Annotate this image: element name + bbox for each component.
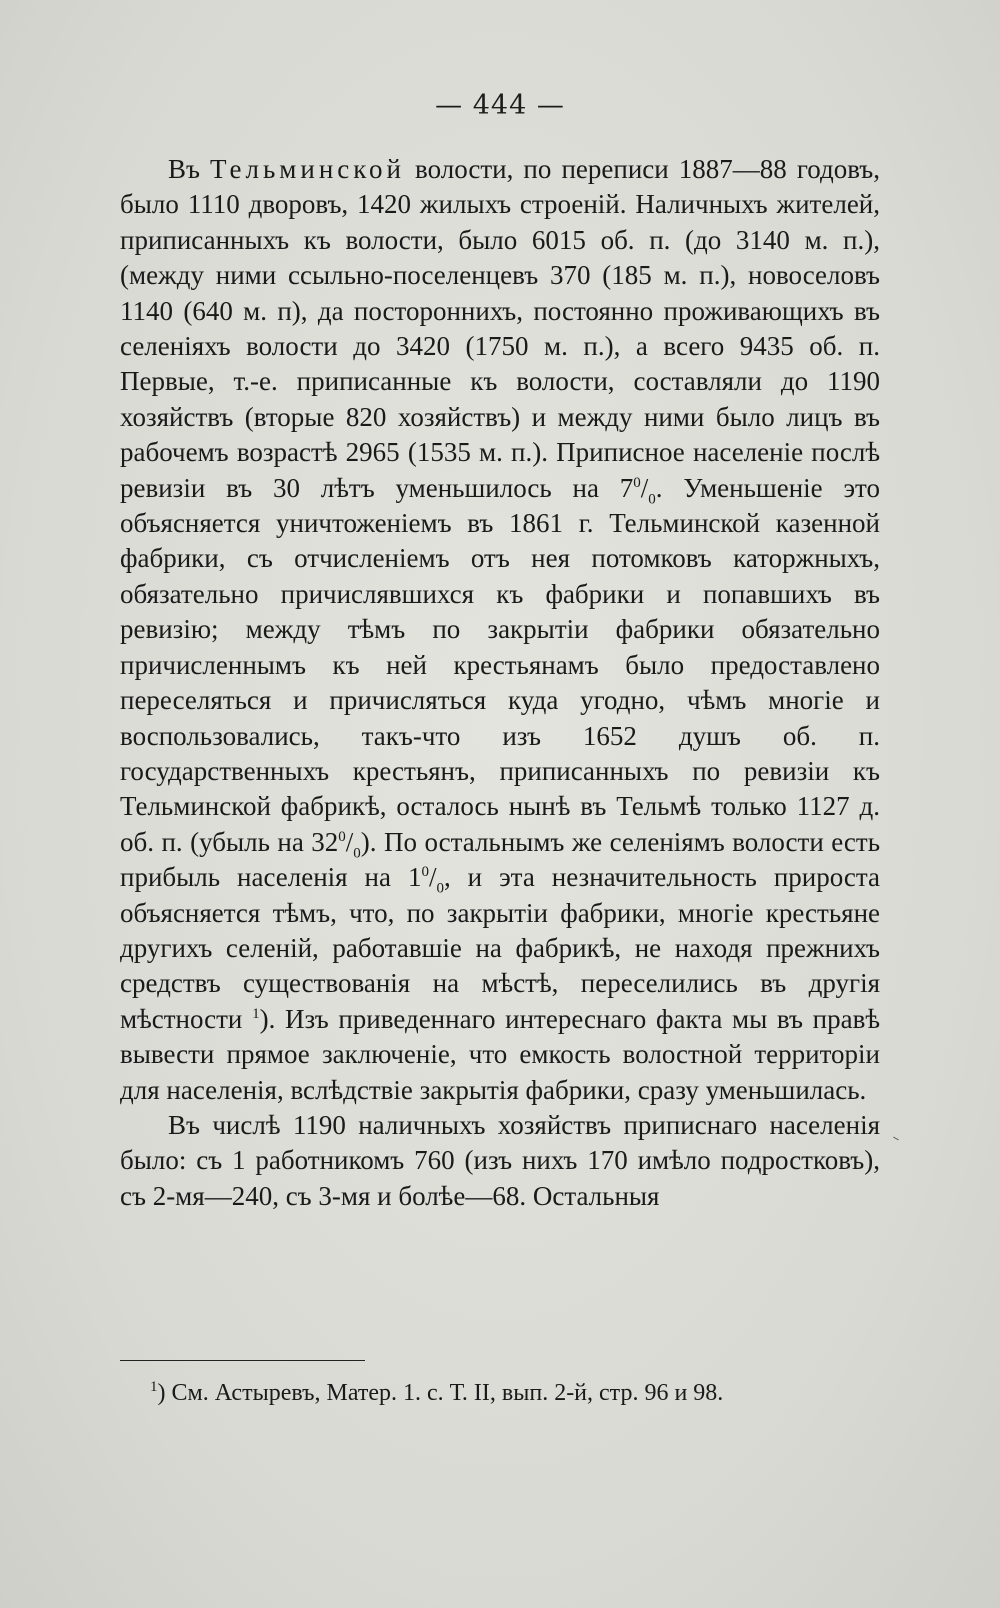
footnote-reference[interactable]: 1 (252, 1005, 260, 1022)
paragraph-1-intro: Въ (168, 154, 211, 184)
paragraph-2: Въ числѣ 1190 наличныхъ хозяйствъ приписнаго населенія было: съ 1 работникомъ 760 (изъ нихъ 170 имѣло подростковъ), съ 2-мя—240, съ 3-мя и болѣе—68. Остальныя (120, 1109, 880, 1211)
paragraph-1: Въ Тельминской волости, по переписи 1887—88 годовъ, было 1110 дворовъ, 1420 жилыхъ строеній. Наличныхъ жителей, приписанныхъ къ волости, было 6015 об. п. (до 3140 м. п.), (между ними ссыльно-поселенцевъ 370 (185 м. п.), новоселовъ 1140 (640 м. п), да постороннихъ, постоянно проживающихъ въ селеніяхъ волости до 3420 (1750 м. п.), а всего 9435 об. п. Первые, т.-е. приписанные къ волости, составляли до 1190 хозяйствъ (вторые 820 хозяйствъ) и между ними было лицъ въ рабочемъ возрастѣ 2965 (1535 м. п.). Приписное населеніе послѣ ревизіи въ 30 лѣтъ уменьшилось на $7^0/_0$. Уменьшеніе это объясняется уничтоженіемъ въ 1861 г. Тельминской казенной фабрики, съ отчисленіемъ отъ нея потомковъ каторжныхъ, обязательно причислявшихся къ фабрики и попавшихъ въ ревизію; между тѣмъ по закрытіи фабрики обязательно причисленнымъ къ ней крестьянамъ было предоставлено переселяться и причисляться куда угодно, чѣмъ многіе и воспользовались, такъ-что изъ 1652 душъ об. п. государственныхъ крестьянъ, приписанныхъ по ревизіи къ Тельминской фабрикѣ, осталось нынѣ въ Тельмѣ только 1127 д. об. п. (убыль на $32^0/_0$). По остальнымъ же селеніямъ волости есть прибыль населенія на $1^0/_0$, и эта незначительность прироста объясняется тѣмъ, что, по закрытіи фабрики, многіе крестьяне другихъ селеній, работавшіе на фабрикѣ, не находя прежнихъ средствъ существованія на мѣстѣ, переселились въ другія мѣстности $^1$). Изъ приведеннаго интереснаго факта мы въ правѣ вывести прямое заключеніе, что емкость волостной территоріи для населенія, вслѣдствіе закрытія фабрики, сразу уменьшилась. (120, 154, 881, 1105)
paragraph-1-seg2: . Уменьшеніе это объясняется уничтоженіемъ въ 1861 г. Тельминской казенной фабрики, съ отчисленіемъ отъ нея потомковъ каторжныхъ, обязательно причислявшихся къ фабрики и попавшихъ въ ревизію; между тѣмъ по закрытіи фабрики обязательно причисленнымъ къ ней крестьянамъ было предоставлено переселяться и причисляться куда угодно, чѣмъ многіе и воспользовались, такъ-что изъ 1652 душъ об. п. государственныхъ крестьянъ, приписанныхъ по ревизіи къ Тельминской фабрикѣ, осталось нынѣ въ Тельмѣ только 1127 д. об. п. (убыль на 32 (120, 472, 880, 857)
paragraph-1-seg1: волости, по переписи 1887—88 годовъ, было 1110 дворовъ, 1420 жилыхъ строеній. Наличныхъ жителей, приписанныхъ къ волости, было 6015 об. п. (до 3140 м. п.), (между ними ссыльно-поселенцевъ 370 (185 м. п.), новоселовъ 1140 (640 м. п), да постороннихъ, постоянно проживающихъ въ селеніяхъ волости до 3420 (1750 м. п.), а всего 9435 об. п. Первые, т.-е. приписанные къ волости, составляли до 1190 хозяйствъ (вторые 820 хозяйствъ) и между ними было лицъ въ рабочемъ возрастѣ 2965 (1535 м. п.). Приписное населеніе послѣ ревизіи въ 30 лѣтъ уменьшилось на 7 (120, 154, 880, 503)
footnote-marker: 1 (150, 1379, 158, 1395)
paragraph-1-seg4: , и эта незначительность прироста объясняется тѣмъ, что, по закрытіи фабрики, многіе крестьяне другихъ селеній, работавшіе на фабрикѣ, не находя прежнихъ средствъ существованія на мѣстѣ, переселились въ другія мѣстности (120, 862, 880, 1034)
percent-sub: 0 (436, 880, 444, 897)
percent-sup: 0 (633, 474, 641, 491)
page-number: — 444 — (435, 90, 565, 121)
paragraph-1-seg3: ). По остальнымъ же селеніямъ волости есть прибыль населенія на 1 (120, 826, 881, 893)
main-text (120, 152, 880, 1214)
percent-sup: 0 (421, 864, 429, 881)
percent-sup: 0 (338, 828, 346, 845)
footnote-text: ) См. Астыревъ, Матер. 1. с. Т. II, вып. 2-й, стр. 96 и 98. (157, 1380, 724, 1406)
footnote (150, 1378, 880, 1408)
footnote-divider (120, 1360, 365, 1361)
percent-sub: 0 (648, 491, 656, 508)
paragraph-1-seg5: ). Изъ приведеннаго интереснаго факта мы въ правѣ вывести прямое заключеніе, что емкость волостной территоріи для населенія, вслѣдствіе закрытія фабрики, сразу уменьшилась. (120, 1003, 880, 1105)
percent-sub: 0 (353, 845, 361, 862)
volost-name-spaced: Тельминской (210, 154, 405, 184)
margin-mark (893, 1137, 899, 1141)
